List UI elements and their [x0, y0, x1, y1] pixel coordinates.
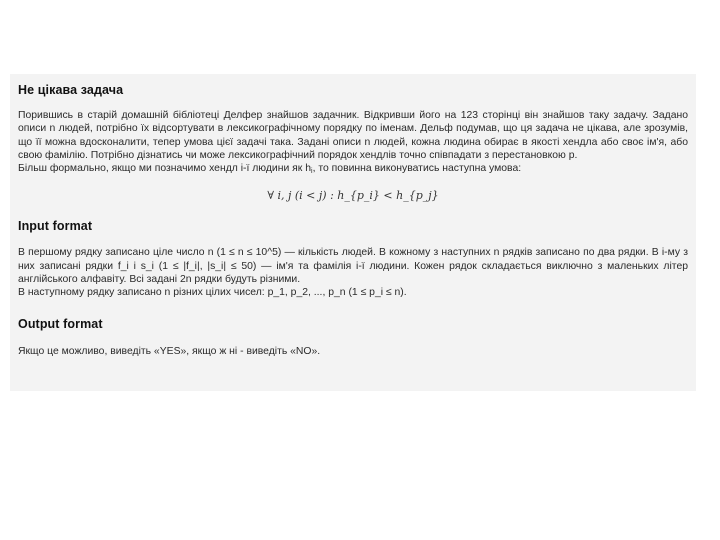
input-format-heading: Input format	[18, 219, 93, 234]
input-format-permutation-line: В наступному рядку записано n різних цілих чисел: p_1, p_2, ..., p_n (1 ≤ p_i ≤ n).	[18, 287, 407, 299]
handle-subscript: i	[311, 168, 313, 176]
output-format-paragraph: Якщо це можливо, виведіть «YES», якщо ж ні - виведіть «NO».	[18, 345, 321, 357]
input-format-paragraph: В першому рядку записано ціле число n (1 ≤ n ≤ 10^5) — кількість людей. В кожному з наступних n рядків записано по два рядки. В i-му з них записані рядки f_i і s_i (1 ≤ |f_i|, |s_i| ≤ 50) — ім'я та фамілія i-ї людини. Кожен рядок складається виключно з маленьких літер англійського алфавіту. Всі задані 2n рядки будуть різними.	[18, 247, 688, 286]
condition-formula	[18, 185, 688, 209]
statement-formal-text: Більш формально, якщо ми позначимо хендл i-ї людини як h	[18, 163, 312, 175]
statement-paragraph: Порившись в старій домашній бібліотеці Делфер знайшов задачник. Відкривши його на 123 сторінці він знайшов таку задачу. Задано описи n людей, потрібно їх відсортувати в лексикографічному порядку по іменам. Дельф подумав, що ця задача не цікава, але зрозумів, що її можна вдосконалити, тепер умова цієї задачі така. Задані описи n людей, кожна людина обирає в якості хендла або своє ім'я, або свою фамілію. Потрібно дізнатись чи може лексикографічний порядок хендлів точно співпадати з перестановкою p.	[18, 110, 688, 161]
problem-statement	[10, 74, 696, 391]
output-format-heading: Output format	[18, 316, 103, 331]
problem-title: Не цікава задача	[18, 83, 124, 97]
formula-text: ∀ i, j (i < j) : h_{p_i} < h_{p_j}	[267, 189, 439, 203]
statement-formal-line	[18, 162, 688, 178]
statement-formal-text-end: , то повинна виконуватись наступна умова:	[312, 163, 522, 175]
